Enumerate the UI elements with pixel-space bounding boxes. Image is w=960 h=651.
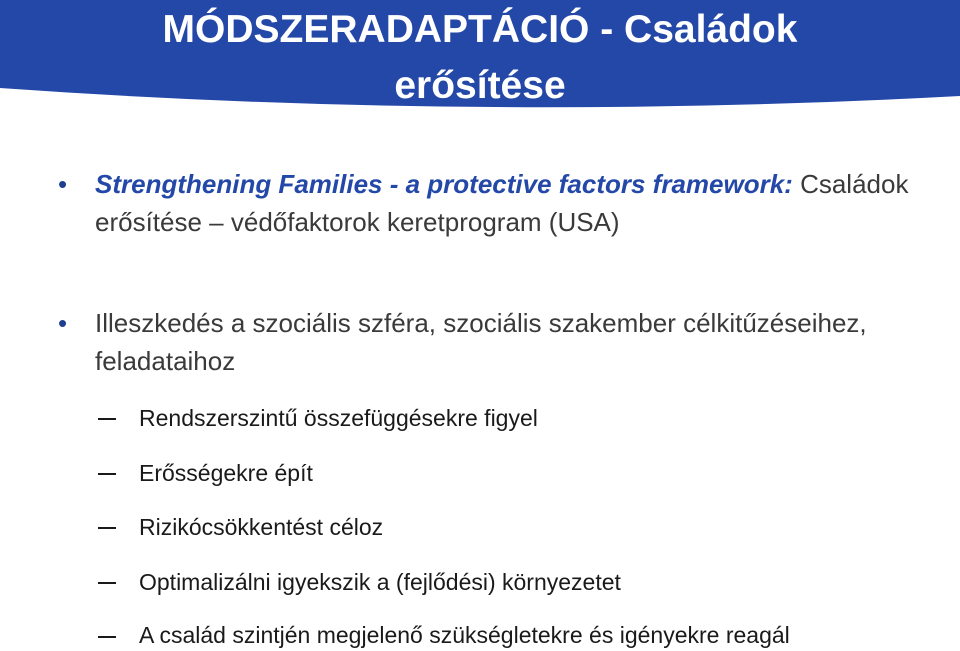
sub-item-2: Erősségekre épít	[139, 460, 313, 486]
bullet-marker-2: •	[58, 308, 68, 338]
bullet-1-emphasis: Strengthening Families - a protective factors framework:	[95, 169, 793, 199]
sub-item-3: Rizikócsökkentést céloz	[139, 514, 384, 540]
bullet-item-1	[95, 165, 915, 241]
sub-item-5: A család szintjén megjelenő szükségletekre és igényekre reagál	[139, 622, 790, 648]
slide-title-line-2: erősítése	[394, 64, 566, 107]
slide-title-line-1: MÓDSZERADAPTÁCIÓ - Családok	[162, 8, 798, 51]
sub-item-dash-3	[98, 527, 116, 529]
bullet-item-2	[95, 304, 915, 380]
sub-item-1: Rendszerszintű összefüggésekre figyel	[139, 405, 538, 431]
sub-item-dash-4	[98, 582, 116, 584]
bullet-marker-1: •	[58, 169, 68, 199]
sub-item-dash-5	[98, 636, 116, 638]
sub-item-dash-2	[98, 473, 116, 475]
bullet-1-text: Családok erősítése – védőfaktorok keretprogram (USA)	[95, 169, 909, 237]
sub-item-dash-1	[98, 418, 116, 420]
sub-item-4: Optimalizálni igyekszik a (fejlődési) környezetet	[139, 569, 621, 595]
bullet-2-text: Illeszkedés a szociális szféra, szociális szakember célkitűzéseihez, feladataihoz	[95, 308, 867, 376]
